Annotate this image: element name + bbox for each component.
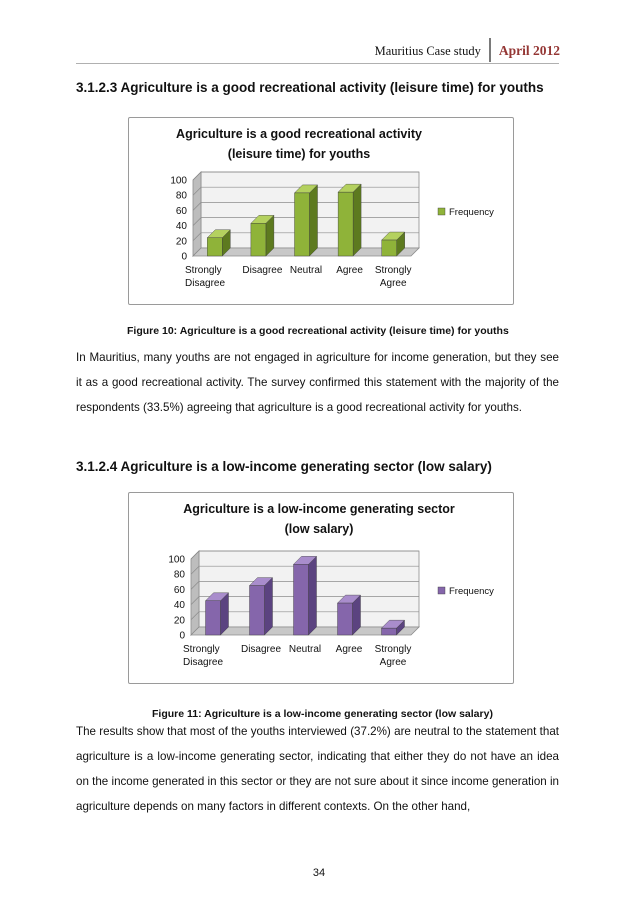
chart-x-tick-label: Agree [379, 278, 407, 289]
chart-x-tick-label: Disagree [242, 265, 283, 276]
running-header [375, 40, 560, 62]
header-study-title: Mauritius Case study [374, 44, 481, 58]
page-number: 34 [312, 867, 326, 879]
section-heading-3-1-2-4: 3.1.2.4 Agriculture is a low-income generating sector (low salary) [76, 459, 492, 474]
chart-x-category-label [185, 265, 225, 289]
chart-y-tick-label: 40 [175, 221, 187, 233]
chart-y-tick-label: 20 [173, 615, 185, 627]
chart-bar [206, 593, 229, 635]
chart-bar [294, 556, 317, 635]
chart-bar-front [206, 601, 221, 635]
chart-y-tick-label: 80 [173, 569, 185, 581]
chart-title-line: Agriculture is a good recreational activity [176, 127, 422, 141]
chart-x-category-label [183, 644, 223, 668]
chart-x-tick-label: Neutral [289, 265, 323, 276]
chart-bar-front [338, 603, 353, 635]
chart-x-tick-label: Strongly [185, 265, 222, 276]
section-2-paragraph: The results show that most of the youths interviewed (37.2%) are neutral to the statement that agriculture is a low-income generating sector, indicating that either they do not have an idea on the income generated in this sector or they are not sure about it since income generation in agriculture depends on many factors in different contexts. On the other hand, [76, 725, 559, 813]
chart-bar-front [251, 223, 266, 256]
chart-bar-side [310, 185, 318, 256]
chart-y-tick-label: 100 [170, 175, 187, 187]
chart-y-tick-label: 60 [175, 205, 187, 217]
chart-title-line: (leisure time) for youths [227, 147, 371, 161]
chart-side-wall [191, 551, 199, 635]
chart-y-tick-label: 100 [168, 554, 185, 566]
header-rule [76, 63, 559, 64]
chart-bar [295, 185, 318, 256]
chart-bar-front [382, 240, 397, 256]
chart-figure-10 [128, 117, 514, 305]
chart-bar-side [265, 578, 273, 635]
chart-x-category-label [289, 644, 321, 655]
chart-y-tick-label: 80 [175, 190, 187, 202]
chart-x-tick-label: Neutral [288, 644, 322, 655]
chart-figure-10-svg [129, 118, 513, 304]
chart-legend-label: Frequency [449, 207, 494, 218]
chart-bar [251, 215, 274, 256]
chart-bar-side [353, 184, 361, 256]
section-1-paragraph: In Mauritius, many youths are not engaged in agriculture for income generation, but they see it as a good recreational activity. The survey confirmed this statement with the majority of the respondents (33.5%) agreeing that agriculture is a good recreational activity for youths. [76, 351, 559, 414]
chart-y-tick-label: 60 [173, 584, 185, 596]
chart-y-tick-label: 40 [173, 600, 185, 612]
chart-bar [338, 184, 361, 256]
chart-bar-front [382, 628, 397, 635]
chart-title-line: (low salary) [284, 522, 354, 536]
chart-bar-front [338, 192, 353, 256]
chart-bar-side [309, 556, 317, 635]
chart-x-tick-label: Disagree [185, 278, 226, 289]
chart-x-category-label [375, 644, 412, 668]
chart-x-tick-label: Agree [379, 657, 407, 668]
chart-bar-front [250, 586, 265, 635]
chart-bar-front [294, 564, 309, 635]
chart-figure-11 [128, 492, 514, 684]
chart-x-category-label [241, 644, 281, 655]
chart-x-tick-label: Strongly [374, 265, 412, 276]
chart-legend-swatch [438, 587, 445, 594]
chart-x-category-label [375, 265, 412, 289]
figure-10-caption: Figure 10: Agriculture is a good recreational activity (leisure time) for youths [127, 325, 509, 337]
chart-y-tick-label: 20 [175, 236, 187, 248]
chart-title-line: Agriculture is a low-income generating sector [183, 502, 455, 516]
chart-x-category-label [336, 644, 363, 655]
chart-x-tick-label: Strongly [183, 644, 220, 655]
chart-x-category-label [336, 265, 363, 276]
chart-figure-11-svg [129, 493, 513, 683]
chart-x-category-label [242, 265, 282, 276]
chart-bar-front [295, 193, 310, 256]
chart-x-category-label [290, 265, 322, 276]
chart-legend-swatch [438, 208, 445, 215]
chart-y-tick-label: 0 [179, 630, 185, 642]
chart-bar-front [207, 238, 222, 256]
header-date: April 2012 [498, 43, 560, 58]
chart-legend-label: Frequency [449, 586, 494, 597]
chart-side-wall [193, 172, 201, 256]
chart-x-tick-label: Agree [335, 644, 363, 655]
chart-bar [338, 595, 361, 635]
chart-x-tick-label: Strongly [374, 644, 412, 655]
chart-x-tick-label: Disagree [183, 657, 224, 668]
chart-x-tick-label: Agree [336, 265, 363, 276]
chart-y-tick-label: 0 [181, 251, 187, 263]
figure-11-caption: Figure 11: Agriculture is a low-income generating sector (low salary) [152, 708, 493, 720]
section-heading-3-1-2-3: 3.1.2.3 Agriculture is a good recreational activity (leisure time) for youths [76, 80, 544, 95]
chart-bar [250, 578, 273, 635]
chart-x-tick-label: Disagree [240, 644, 282, 655]
